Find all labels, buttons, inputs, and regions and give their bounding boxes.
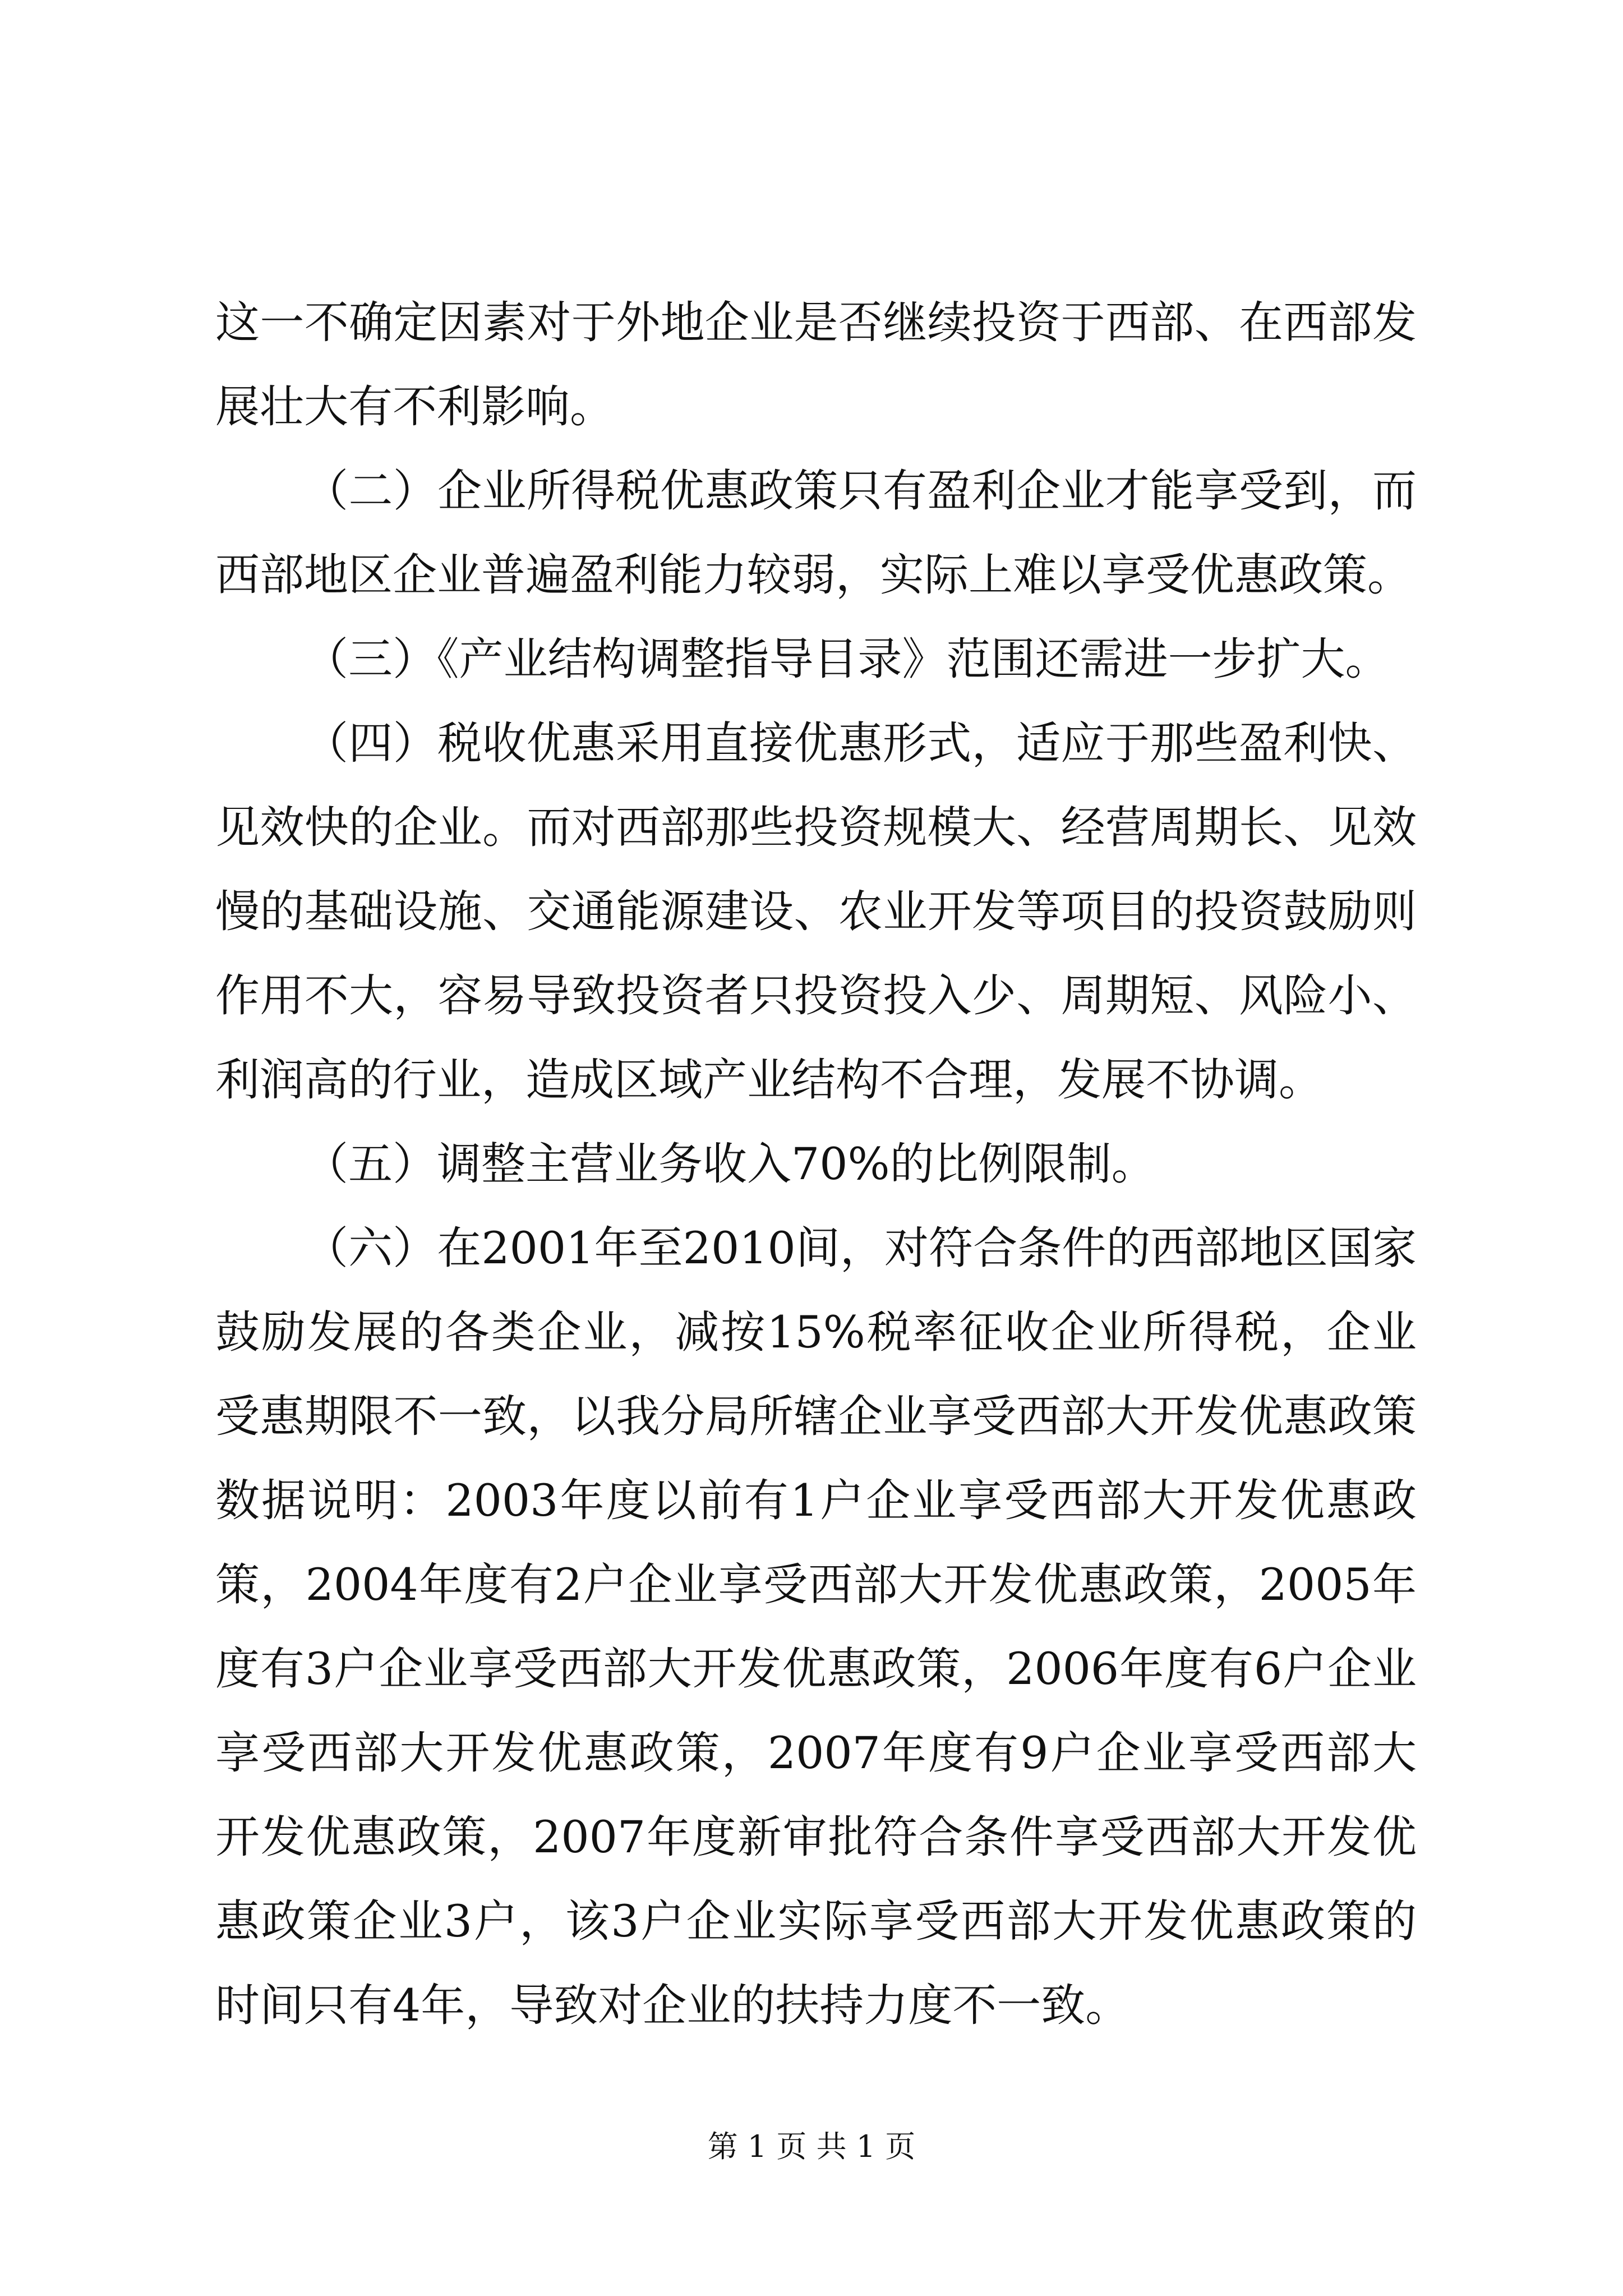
paragraph-item-2: （二）企业所得税优惠政策只有盈利企业才能享受到，而西部地区企业普遍盈利能力较弱，实际上难以享受优惠政策。 (215, 465, 1417, 601)
page-number-footer: 第 1 页 共 1 页 (707, 2129, 916, 2164)
paragraph-item-3: （三）《产业结构调整指导目录》范围还需进一步扩大。 (304, 633, 1390, 685)
paragraph-item-6: （六）在2001年至2010间，对符合条件的西部地区国家鼓励发展的各类企业，减按15%税率征收企业所得税，企业受惠期限不一致，以我分局所辖企业享受西部大开发优惠政策数据说明：2003年度以前有1户企业享受西部大开发优惠政策，2004年度有2户企业享受西部大开发优惠政策，2005年度有3户企业享受西部大开发优惠政策，2006年度有6户企业享受西部大开发优惠政策，2007年度有9户企业享受西部大开发优惠政策，2007年度新审批符合条件享受西部大开发优惠政策企业3户，该3户企业实际享受西部大开发优惠政策的时间只有4年，导致对企业的扶持力度不一致。 (215, 1222, 1417, 2031)
paragraph-item-5: （五）调整主营业务收入70%的比例限制。 (304, 1138, 1156, 1190)
document-body (215, 280, 1417, 2047)
paragraph-item-4: （四）税收优惠采用直接优惠形式，适应于那些盈利快、见效快的企业。而对西部那些投资规模大、经营周期长、见效慢的基础设施、交通能源建设、农业开发等项目的投资鼓励则作用不大，容易导致投资者只投资投入少、周期短、风险小、利润高的行业，造成区域产业结构不合理，发展不协调。 (215, 717, 1417, 1106)
paragraph-continuation: 这一不确定因素对于外地企业是否继续投资于西部、在西部发展壮大有不利影响。 (215, 297, 1417, 432)
